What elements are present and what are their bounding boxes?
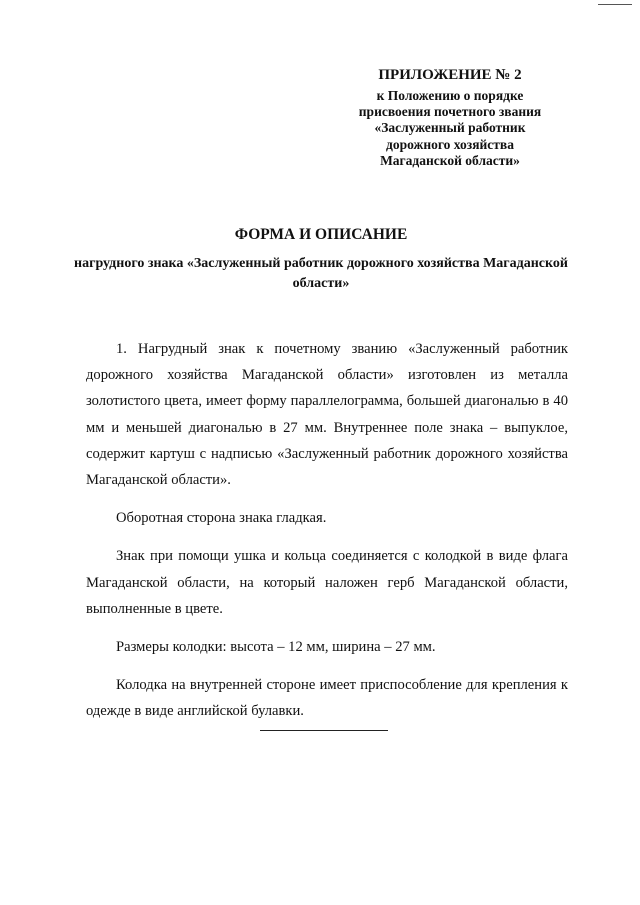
appendix-line: к Положению о порядке [376, 88, 524, 103]
body-paragraph: Знак при помощи ушка и кольца соединяется с колодкой в виде флага Магаданской области, на который наложен герб Магаданской области, выполненные в цвете. [86, 548, 568, 617]
body-paragraph: Размеры колодки: высота – 12 мм, ширина – 27 мм. [116, 639, 436, 656]
appendix-header [340, 66, 560, 169]
body-paragraph: Оборотная сторона знака гладкая. [116, 510, 327, 527]
corner-scan-mark [598, 4, 632, 5]
body-paragraph: 1. Нагрудный знак к почетному званию «Заслуженный работник дорожного хозяйства Магаданской области» изготовлен из металла золотистого цвета, имеет форму параллелограмма, большей диагональю в 40 мм и меньшей диагональю в 27 мм. Внутреннее поле знака – выпуклое, содержит картуш с надписью «Заслуженный работник дорожного хозяйства Магаданской области». [86, 341, 568, 489]
appendix-line: «Заслуженный работник [374, 120, 526, 136]
appendix-title: ПРИЛОЖЕНИЕ № 2 [378, 67, 522, 83]
document-body [86, 336, 568, 725]
appendix-line: Магаданской области» [380, 152, 520, 168]
body-paragraph: Колодка на внутренней стороне имеет приспособление для крепления к одежде в виде английской булавки. [86, 677, 568, 720]
document-title: ФОРМА И ОПИСАНИЕ [234, 226, 408, 243]
appendix-line: присвоения почетного звания [358, 104, 542, 120]
document-subtitle: нагрудного знака «Заслуженный работник дорожного хозяйства Магаданской области» [74, 256, 568, 291]
appendix-line: дорожного хозяйства [386, 136, 514, 152]
end-divider [260, 730, 388, 731]
